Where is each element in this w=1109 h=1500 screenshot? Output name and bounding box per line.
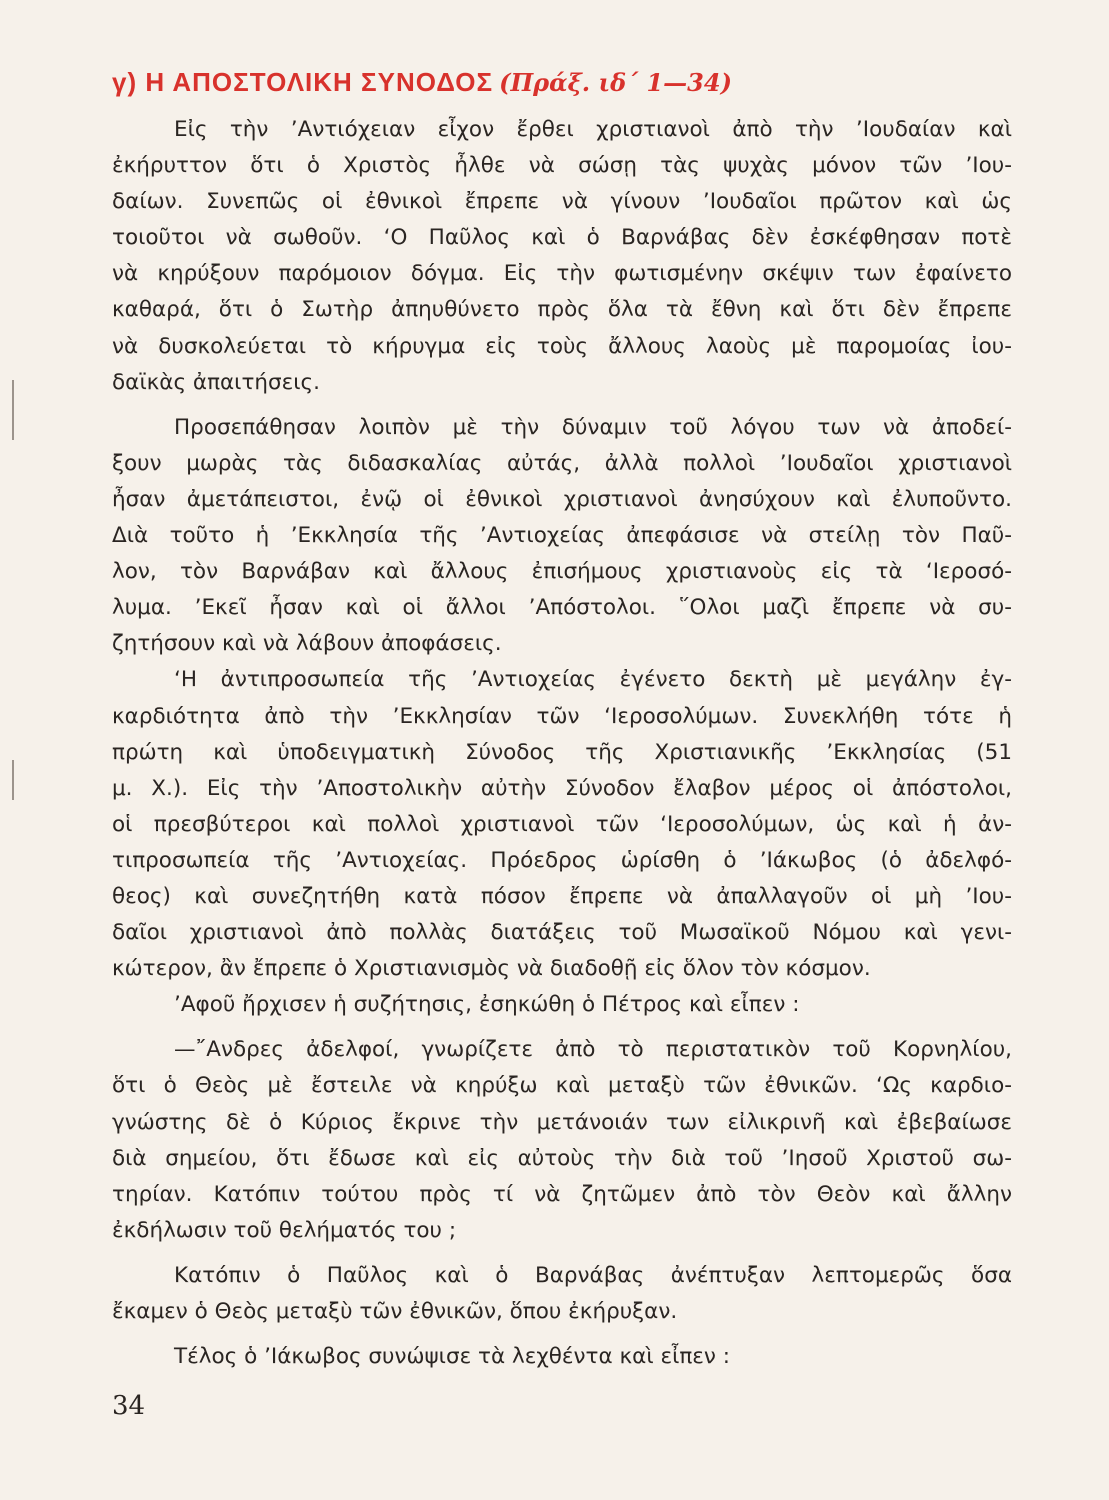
text-line: Τέλος ὁ ’Ιάκωβος συνώψισε τὰ λεχθέντα καὶ εἶπεν :: [174, 1344, 730, 1370]
text-line: νὰ δυσκολεύεται τὸ κήρυγμα εἰς τοὺς ἄλλους λαοὺς μὲ παρομοίας ἰου-: [112, 333, 1012, 359]
text-line: δαϊκὰς ἀπαιτήσεις.: [112, 369, 321, 395]
text-line: Κατόπιν ὁ Παῦλος καὶ ὁ Βαρνάβας ἀνέπτυξαν λεπτομερῶς ὅσα: [174, 1262, 1012, 1288]
section-heading-title: γ) Η ΑΠΟΣΤΟΛΙΚΗ ΣΥΝΟΔΟΣ: [112, 67, 494, 97]
section-heading-reference: (Πράξ. ιδ΄ 1—34): [499, 68, 732, 97]
text-line: τοιοῦτοι νὰ σωθοῦν. ‘Ο Παῦλος καὶ ὁ Βαρνάβας δὲν ἐσκέφθησαν ποτὲ: [112, 225, 1012, 251]
text-line: καρδιότητα ἀπὸ τὴν ’Εκκλησίαν τῶν ‘Ιεροσολύμων. Συνεκλήθη τότε ἡ: [112, 703, 1012, 729]
text-line: διὰ σημείου, ὅτι ἔδωσε καὶ εἰς αὐτοὺς τὴν διὰ τοῦ ’Ιησοῦ Χριστοῦ σω-: [112, 1145, 1012, 1171]
text-line: ἐκήρυττον ὅτι ὁ Χριστὸς ἦλθε νὰ σώσῃ τὰς ψυχὰς μόνον τῶν ’Ιου-: [112, 153, 1012, 179]
section-heading: [112, 62, 872, 102]
page-number: 34: [112, 1391, 146, 1421]
text-line: ’Αφοῦ ἤρχισεν ἡ συζήτησις, ἐσηκώθη ὁ Πέτρος καὶ εἶπεν :: [174, 992, 800, 1018]
text-line: Εἰς τὴν ’Αντιόχειαν εἶχον ἔρθει χριστιανοὶ ἀπὸ τὴν ’Ιουδαίαν καὶ: [174, 117, 1012, 142]
text-line: ξουν μωρὰς τὰς διδασκαλίας αὐτάς, ἀλλὰ πολλοὶ ’Ιουδαῖοι χριστιανοὶ: [112, 450, 1012, 476]
text-line: θεος) καὶ συνεζητήθη κατὰ πόσον ἔπρεπε νὰ ἀπαλλαγοῦν οἱ μὴ ’Ιου-: [112, 883, 1012, 909]
text-line: Διὰ τοῦτο ἡ ’Εκκλησία τῆς ’Αντιοχείας ἀπεφάσισε νὰ στείλῃ τὸν Παῦ-: [112, 523, 1012, 549]
text-line: γνώστης δὲ ὁ Κύριος ἔκρινε τὴν μετάνοιάν των εἰλικρινῆ καὶ ἐβεβαίωσε: [112, 1109, 1012, 1135]
text-line: ὅτι ὁ Θεὸς μὲ ἔστειλε νὰ κηρύξω καὶ μεταξὺ τῶν ἐθνικῶν. ‘Ως καρδιο-: [112, 1073, 1012, 1099]
scan-margin-mark: [12, 760, 14, 800]
text-line: πρώτη καὶ ὑποδειγματικὴ Σύνοδος τῆς Χριστιανικῆς ’Εκκλησίας (51: [112, 739, 1012, 765]
text-line: καθαρά, ὅτι ὁ Σωτὴρ ἀπηυθύνετο πρὸς ὅλα τὰ ἔθνη καὶ ὅτι δὲν ἔπρεπε: [112, 297, 1012, 323]
text-line: ἐκδήλωσιν τοῦ θελήματός του ;: [112, 1217, 457, 1243]
text-line: ζητήσουν καὶ νὰ λάβουν ἀποφάσεις.: [112, 631, 502, 657]
text-line: μ. Χ.). Εἰς τὴν ’Αποστολικὴν αὐτὴν Σύνοδον ἔλαβον μέρος οἱ ἀπόστολοι,: [112, 775, 1012, 801]
scan-margin-mark: [12, 380, 14, 440]
text-line: νὰ κηρύξουν παρόμοιον δόγμα. Εἰς τὴν φωτισμένην σκέψιν των ἐφαίνετο: [112, 261, 1012, 287]
text-line: οἱ πρεσβύτεροι καὶ πολλοὶ χριστιανοὶ τῶν ‘Ιεροσολύμων, ὡς καὶ ἡ ἀν-: [112, 811, 1012, 837]
text-line: ἦσαν ἀμετάπειστοι, ἐνῷ οἱ ἐθνικοὶ χριστιανοὶ ἀνησύχουν καὶ ἐλυποῦντο.: [112, 486, 1012, 512]
text-line: κώτερον, ἂν ἔπρεπε ὁ Χριστιανισμὸς νὰ διαδοθῇ εἰς ὅλον τὸν κόσμον.: [112, 956, 871, 982]
text-line: Προσεπάθησαν λοιπὸν μὲ τὴν δύναμιν τοῦ λόγου των νὰ ἀποδεί-: [174, 414, 1012, 440]
text-line: τηρίαν. Κατόπιν τούτου πρὸς τί νὰ ζητῶμεν ἀπὸ τὸν Θεὸν καὶ ἄλλην: [112, 1181, 1012, 1207]
text-line: τιπροσωπεία τῆς ’Αντιοχείας. Πρόεδρος ὡρίσθη ὁ ’Ιάκωβος (ὁ ἀδελφό-: [112, 847, 1012, 873]
text-line: δαῖοι χριστιανοὶ ἀπὸ πολλὰς διατάξεις τοῦ Μωσαϊκοῦ Νόμου καὶ γενι-: [112, 920, 1012, 946]
text-line: —῎Ανδρες ἀδελφοί, γνωρίζετε ἀπὸ τὸ περιστατικὸν τοῦ Κορνηλίου,: [174, 1037, 1012, 1063]
body-text: [112, 112, 1012, 1375]
text-line: ‘Η ἀντιπροσωπεία τῆς ’Αντιοχείας ἐγένετο δεκτὴ μὲ μεγάλην ἐγ-: [174, 667, 1012, 693]
text-line: λυμα. ’Εκεῖ ἦσαν καὶ οἱ ἄλλοι ’Απόστολοι. ῞Ολοι μαζὶ ἔπρεπε νὰ συ-: [112, 595, 1012, 621]
text-line: λον, τὸν Βαρνάβαν καὶ ἄλλους ἐπισήμους χριστιανοὺς εἰς τὰ ‘Ιεροσό-: [112, 559, 1012, 585]
text-line: δαίων. Συνεπῶς οἱ ἐθνικοὶ ἔπρεπε νὰ γίνουν ’Ιουδαῖοι πρῶτον καὶ ὡς: [112, 189, 1012, 215]
text-line: ἔκαμεν ὁ Θεὸς μεταξὺ τῶν ἐθνικῶν, ὅπου ἐκήρυξαν.: [112, 1299, 678, 1324]
